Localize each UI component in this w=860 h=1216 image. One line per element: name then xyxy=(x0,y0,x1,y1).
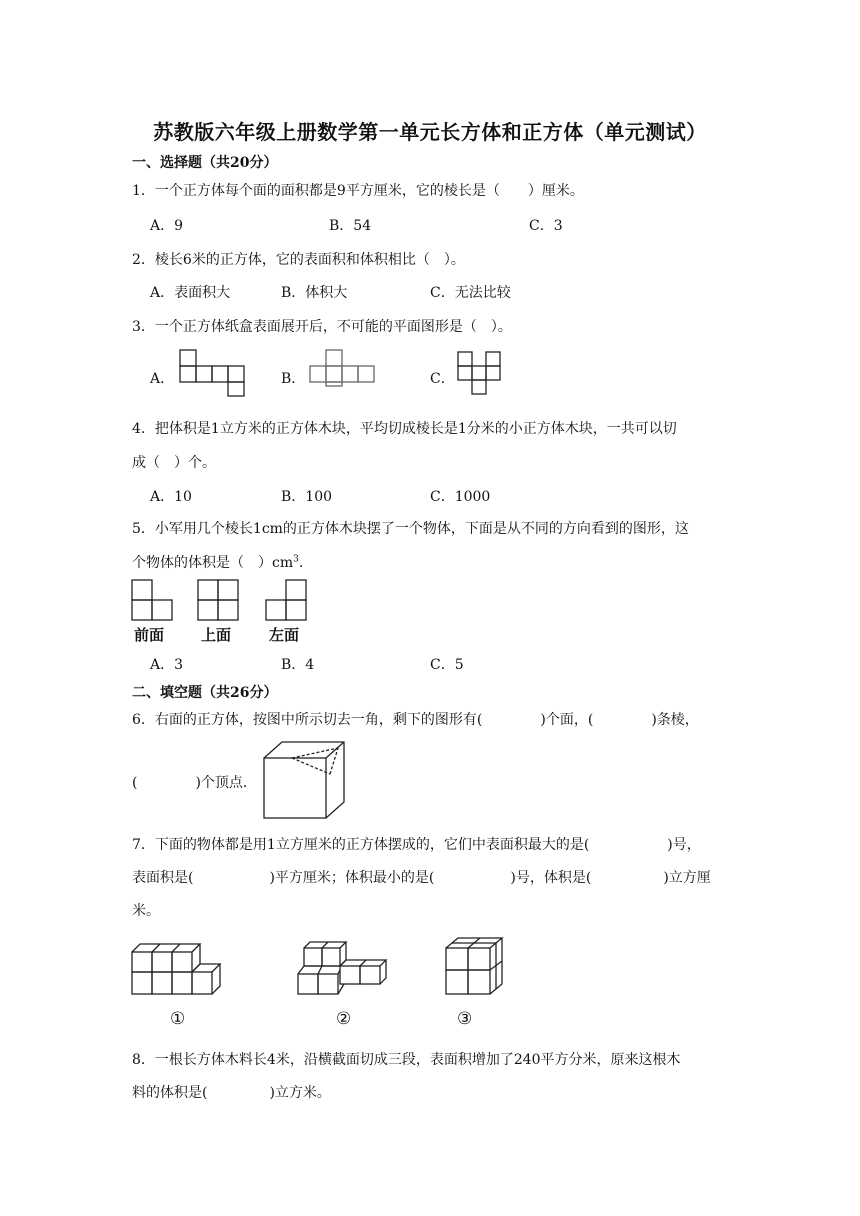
net-diagram-b xyxy=(306,348,378,388)
question-8-line-1: 8．一根长方体木料长4米，沿横截面切成三段，表面积增加了240平方分米，原来这根木 xyxy=(132,1052,681,1068)
q5-option-a: A．3 xyxy=(150,657,184,673)
q2-option-b: B．体积大 xyxy=(281,285,348,301)
question-8-line-2: 料的体积是( )立方米。 xyxy=(132,1085,331,1101)
q3-option-c: C． xyxy=(430,371,455,387)
front-view-diagram xyxy=(130,578,176,624)
q2-option-a: A．表面积大 xyxy=(150,285,231,301)
question-6-line-1: 6．右面的正方体，按图中所示切去一角，剩下的图形有( )个面，( )条棱， xyxy=(132,712,699,728)
q1-option-a: A．9 xyxy=(150,218,184,234)
question-7-line-2: 表面积是( )平方厘米；体积最小的是( )号，体积是( )立方厘 xyxy=(132,870,711,886)
q3-option-b: B． xyxy=(281,371,306,387)
section-heading-choice: 一、选择题（共20分） xyxy=(132,155,278,171)
q1-option-b: B．54 xyxy=(329,218,372,234)
question-2: 2．棱长6米的正方体，它的表面积和体积相比（ ）。 xyxy=(132,252,465,268)
q2-option-c: C．无法比较 xyxy=(430,285,511,301)
q5-option-b: B．4 xyxy=(281,657,315,673)
figure-2-label: ② xyxy=(336,1009,352,1029)
left-view-label: 左面 xyxy=(269,626,300,644)
question-4-line-2: 成（ ）个。 xyxy=(132,455,216,471)
question-6-line-2: ( )个顶点． xyxy=(132,775,257,791)
question-7-line-3: 米。 xyxy=(132,903,160,919)
cut-cube-diagram xyxy=(262,740,348,822)
figure-3-label: ③ xyxy=(457,1009,473,1029)
q4-option-c: C．1000 xyxy=(430,489,491,505)
q4-option-a: A．10 xyxy=(150,489,192,505)
top-view-label: 上面 xyxy=(201,626,232,644)
question-7-line-1: 7．下面的物体都是用1立方厘米的正方体摆成的，它们中表面积最大的是( )号， xyxy=(132,837,701,853)
question-1: 1．一个正方体每个面的面积都是9平方厘米，它的棱长是（ ）厘米。 xyxy=(132,183,584,199)
net-diagram-c xyxy=(456,350,506,400)
cube-figure-3 xyxy=(444,934,510,998)
cube-figure-1 xyxy=(130,940,226,998)
front-view-label: 前面 xyxy=(134,626,165,644)
question-5-line-2: 个物体的体积是（ ）$cm^3$. xyxy=(132,554,304,571)
question-4-line-1: 4．把体积是1立方米的正方体木块，平均切成棱长是1分米的小正方体木块，一共可以切 xyxy=(132,421,677,437)
figure-1-label: ① xyxy=(170,1009,186,1029)
q1-option-c: C．3 xyxy=(529,218,563,234)
top-view-diagram xyxy=(196,578,242,624)
q3-option-a: A． xyxy=(150,371,175,387)
section-heading-fill: 二、填空题（共26分） xyxy=(132,685,278,701)
question-5-line-1: 5．小军用几个棱长1cm的正方体木块摆了一个物体，下面是从不同的方向看到的图形，这 xyxy=(132,521,689,537)
cube-figure-2 xyxy=(294,940,404,998)
q5-option-c: C．5 xyxy=(430,657,464,673)
q4-option-b: B．100 xyxy=(281,489,333,505)
left-view-diagram xyxy=(264,578,310,624)
question-3: 3．一个正方体纸盒表面展开后，不可能的平面图形是（ ）。 xyxy=(132,319,512,335)
page-title: 苏教版六年级上册数学第一单元长方体和正方体（单元测试） xyxy=(153,120,707,144)
net-diagram-a xyxy=(178,348,250,398)
